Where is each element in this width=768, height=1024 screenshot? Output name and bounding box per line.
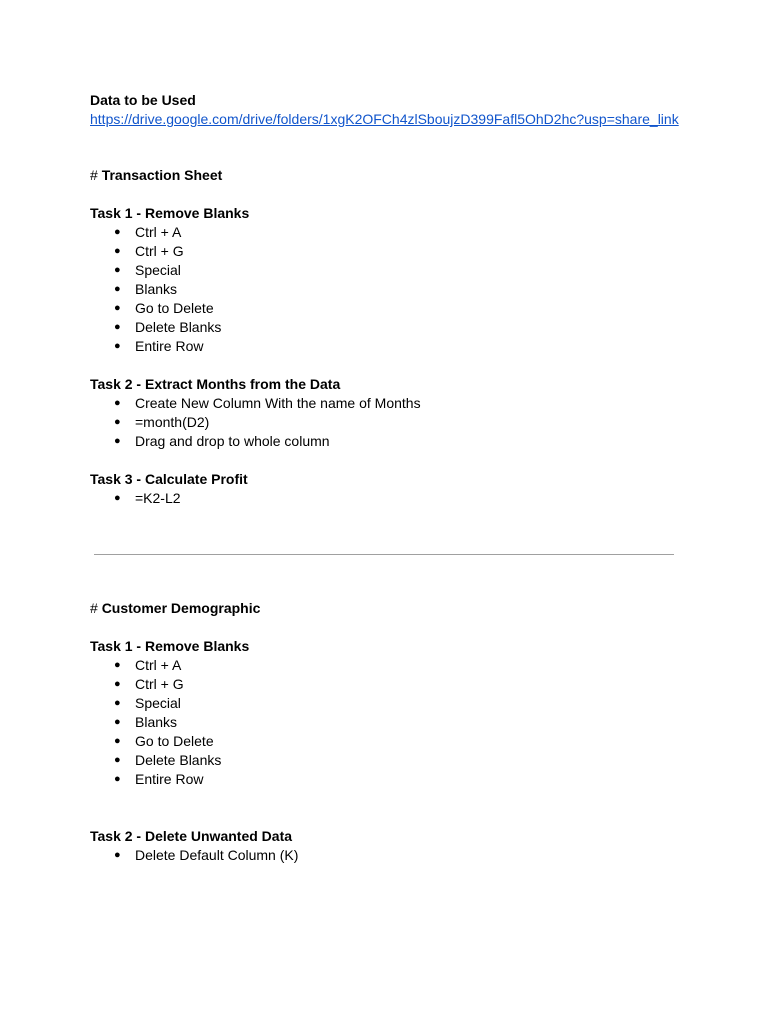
heading-prefix: #: [90, 167, 102, 183]
list-item: ● Go to Delete: [114, 733, 214, 749]
spacer: [90, 356, 690, 375]
bullet-icon: ●: [114, 340, 121, 352]
task-list: [90, 489, 690, 508]
list-item: ● Create New Column With the name of Months: [114, 395, 421, 411]
bullet-icon: ●: [114, 321, 121, 333]
bullet-icon: ●: [114, 659, 121, 671]
list-item: ● Ctrl + A: [114, 657, 182, 673]
list-item: ● Blanks: [114, 281, 178, 297]
spacer: [90, 148, 690, 166]
list-item: ● =month(D2): [114, 414, 210, 430]
heading-prefix: #: [90, 600, 102, 616]
list-item: ● Delete Default Column (K): [114, 847, 299, 863]
spacer: [90, 808, 690, 827]
document-body: [90, 91, 690, 508]
heading-text: Customer Demographic: [101, 600, 261, 616]
list-item: ● =K2-L2: [114, 490, 181, 506]
data-title: Data to be Used: [90, 92, 196, 108]
task-title: Task 1 - Remove Blanks: [90, 638, 250, 654]
bullet-icon: ●: [114, 245, 121, 257]
list-item: ● Delete Blanks: [114, 319, 222, 335]
task-title: Task 2 - Extract Months from the Data: [90, 376, 341, 392]
task-list: [90, 846, 690, 865]
list-item: ● Entire Row: [114, 338, 204, 354]
spacer: [90, 451, 690, 470]
bullet-icon: ●: [114, 226, 121, 238]
list-item: ● Delete Blanks: [114, 752, 222, 768]
bullet-icon: ●: [114, 849, 121, 861]
bullet-icon: ●: [114, 773, 121, 785]
list-item: ● Ctrl + G: [114, 676, 184, 692]
heading-text: Transaction Sheet: [101, 167, 223, 183]
spacer: [90, 789, 690, 808]
section-heading-transaction: [90, 166, 690, 185]
bullet-icon: ●: [114, 416, 121, 428]
spacer: [90, 618, 690, 637]
drive-link[interactable]: https://drive.google.com/drive/folders/1xgK2OFCh4zlSboujzD399Fafl5OhD2hc?usp=share_link: [90, 111, 679, 127]
bullet-icon: ●: [114, 492, 121, 504]
spacer: [90, 129, 690, 148]
bullet-icon: ●: [114, 397, 121, 409]
list-item: ● Special: [114, 262, 181, 278]
task-title: Task 2 - Delete Unwanted Data: [90, 828, 293, 844]
bullet-icon: ●: [114, 283, 121, 295]
task-list: [90, 223, 690, 356]
task-list: [90, 394, 690, 451]
task-title: Task 3 - Calculate Profit: [90, 471, 248, 487]
bullet-icon: ●: [114, 716, 121, 728]
bullet-icon: ●: [114, 435, 121, 447]
task-list: [90, 656, 690, 789]
horizontal-divider: [94, 554, 674, 555]
section-heading-customer: [90, 599, 690, 618]
list-item: ● Special: [114, 695, 181, 711]
bullet-icon: ●: [114, 697, 121, 709]
spacer: [90, 185, 690, 204]
list-item: ● Blanks: [114, 714, 178, 730]
document-body-section-2: [90, 599, 690, 865]
list-item: ● Drag and drop to whole column: [114, 433, 330, 449]
bullet-icon: ●: [114, 735, 121, 747]
bullet-icon: ●: [114, 678, 121, 690]
list-item: ● Entire Row: [114, 771, 204, 787]
task-title: Task 1 - Remove Blanks: [90, 205, 250, 221]
bullet-icon: ●: [114, 754, 121, 766]
list-item: ● Go to Delete: [114, 300, 214, 316]
list-item: ● Ctrl + A: [114, 224, 182, 240]
bullet-icon: ●: [114, 264, 121, 276]
bullet-icon: ●: [114, 302, 121, 314]
list-item: ● Ctrl + G: [114, 243, 184, 259]
